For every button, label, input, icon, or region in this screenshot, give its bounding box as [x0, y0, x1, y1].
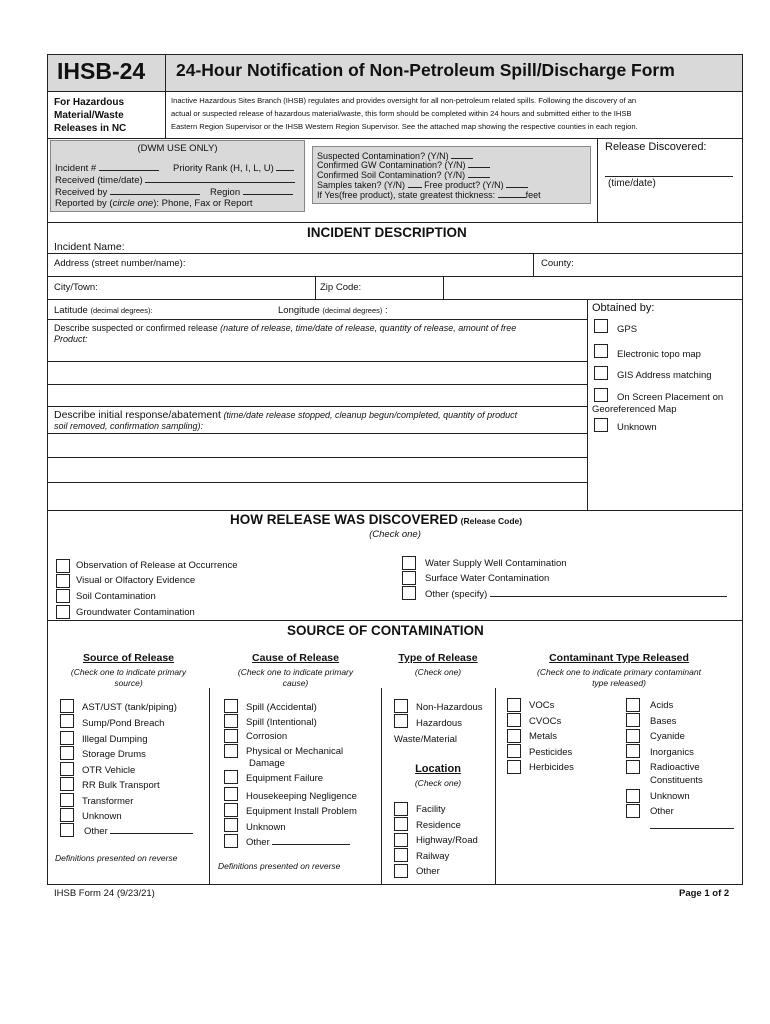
unknown-location-checkbox[interactable]: [594, 418, 608, 432]
sump-pond-checkbox[interactable]: [60, 714, 74, 728]
unknown-location-label: Unknown: [617, 422, 657, 433]
pesticides-checkbox[interactable]: [507, 744, 521, 758]
contaminant-unknown-label: Unknown: [650, 791, 690, 802]
form-title: 24-Hour Notification of Non-Petroleum Spill/Discharge Form: [176, 60, 675, 80]
radioactive-label: Radioactive: [650, 762, 700, 773]
physical-damage-label-2: Damage: [249, 758, 285, 769]
region-field[interactable]: Region: [210, 187, 293, 198]
reported-by-field[interactable]: Reported by (circle one): Phone, Fax or Report: [55, 198, 253, 209]
highway-label: Highway/Road: [416, 835, 478, 846]
cyanide-label: Cyanide: [650, 731, 685, 742]
soil-contamination-label: Soil Contamination: [76, 591, 156, 602]
incident-heading: INCIDENT DESCRIPTION: [307, 225, 467, 240]
ast-ust-checkbox[interactable]: [60, 699, 74, 713]
location-title: Location: [415, 763, 461, 775]
cause-other-checkbox[interactable]: [224, 834, 238, 848]
discovered-check-one: (Check one): [369, 529, 421, 540]
intro-line-1: Inactive Hazardous Sites Branch (IHSB) regulates and provides oversight for all non-petroleum related spills. Following the discovery of an: [171, 96, 637, 105]
incident-number-field[interactable]: Incident #: [55, 163, 159, 174]
railway-checkbox[interactable]: [394, 848, 408, 862]
other-discovery-checkbox[interactable]: [402, 586, 416, 600]
release-discovered-time-date: (time/date): [608, 178, 656, 189]
equipment-failure-checkbox[interactable]: [224, 770, 238, 784]
railway-label: Railway: [416, 851, 450, 862]
herbicides-label: Herbicides: [529, 762, 574, 773]
vocs-label: VOCs: [529, 700, 555, 711]
location-note: (Check one): [414, 778, 462, 788]
equipment-install-label: Equipment Install Problem: [246, 806, 357, 817]
metals-label: Metals: [529, 731, 557, 742]
metals-checkbox[interactable]: [507, 729, 521, 743]
contaminant-type-title: Contaminant Type Released: [549, 652, 689, 664]
spill-intentional-label: Spill (Intentional): [246, 717, 317, 728]
form-id: IHSB-24: [57, 58, 146, 84]
physical-damage-label: Physical or Mechanical: [246, 746, 344, 757]
cause-note-1: (Check one to indicate primary: [237, 667, 354, 677]
latitude-field[interactable]: Latitude (decimal degrees):: [54, 305, 153, 316]
onscreen-placement-label: On Screen Placement on: [617, 392, 724, 403]
spill-accidental-checkbox[interactable]: [224, 699, 238, 713]
rr-bulk-checkbox[interactable]: [60, 777, 74, 791]
contaminant-note-2: type released): [592, 678, 646, 688]
spill-accidental-label: Spill (Accidental): [246, 702, 317, 713]
highway-checkbox[interactable]: [394, 833, 408, 847]
location-other-label: Other: [416, 866, 440, 877]
source-other-checkbox[interactable]: [60, 823, 74, 837]
cause-unknown-checkbox[interactable]: [224, 818, 238, 832]
waste-material-label: Waste/Material: [394, 734, 457, 745]
transformer-checkbox[interactable]: [60, 793, 74, 807]
facility-checkbox[interactable]: [394, 802, 408, 816]
topo-map-checkbox[interactable]: [594, 344, 608, 358]
address-field[interactable]: Address (street number/name):: [54, 258, 186, 269]
surface-water-checkbox[interactable]: [402, 571, 416, 585]
residence-label: Residence: [416, 820, 461, 831]
cvocs-checkbox[interactable]: [507, 713, 521, 727]
cause-other-field[interactable]: Other: [246, 837, 350, 848]
discovered-heading: HOW RELEASE WAS DISCOVERED (Release Code): [230, 512, 523, 527]
source-unknown-label: Unknown: [82, 811, 122, 822]
county-field[interactable]: County:: [541, 258, 574, 269]
longitude-field[interactable]: Longitude (decimal degrees) :: [278, 305, 388, 316]
non-hazardous-label: Non-Hazardous: [416, 702, 483, 713]
rr-bulk-label: RR Bulk Transport: [82, 780, 160, 791]
bases-label: Bases: [650, 716, 677, 727]
confirmed-gw[interactable]: Confirmed GW Contamination? (Y/N): [317, 160, 490, 170]
incident-name-field[interactable]: Incident Name:: [54, 241, 125, 253]
inorganics-label: Inorganics: [650, 747, 694, 758]
samples-taken[interactable]: Samples taken? (Y/N) Free product? (Y/N): [317, 180, 528, 190]
storage-drums-checkbox[interactable]: [60, 746, 74, 760]
herbicides-checkbox[interactable]: [507, 760, 521, 774]
release-discovered-line[interactable]: [605, 176, 733, 177]
describe-response-label: Describe initial response/abatement (time/date release stopped, cleanup begun/completed, quantity of product: [54, 409, 518, 421]
residence-checkbox[interactable]: [394, 817, 408, 831]
illegal-dumping-label: Illegal Dumping: [82, 734, 148, 745]
groundwater-checkbox[interactable]: [56, 605, 70, 619]
vocs-checkbox[interactable]: [507, 698, 521, 712]
cause-note-2: cause): [282, 678, 309, 688]
pesticides-label: Pesticides: [529, 747, 573, 758]
zip-code-field[interactable]: Zip Code:: [320, 282, 362, 293]
inorganics-checkbox[interactable]: [626, 744, 640, 758]
equipment-install-checkbox[interactable]: [224, 803, 238, 817]
gps-label: GPS: [617, 324, 638, 335]
bases-checkbox[interactable]: [626, 713, 640, 727]
physical-damage-checkbox[interactable]: [224, 744, 238, 758]
cyanide-checkbox[interactable]: [626, 729, 640, 743]
soil-contamination-checkbox[interactable]: [56, 589, 70, 603]
observation-checkbox[interactable]: [56, 559, 70, 573]
contaminant-unknown-checkbox[interactable]: [626, 789, 640, 803]
obtained-by-label: Obtained by:: [592, 302, 655, 314]
subtitle-line-1: For Hazardous: [54, 97, 125, 108]
non-hazardous-checkbox[interactable]: [394, 699, 408, 713]
acids-label: Acids: [650, 700, 674, 711]
corrosion-label: Corrosion: [246, 731, 288, 742]
free-product-thickness[interactable]: If Yes(free product), state greatest thickness: feet: [317, 190, 541, 200]
type-note: (Check one): [414, 667, 462, 677]
storage-drums-label: Storage Drums: [82, 749, 146, 760]
gps-checkbox[interactable]: [594, 319, 608, 333]
housekeeping-label: Housekeeping Negligence: [246, 791, 357, 802]
groundwater-label: Groundwater Contamination: [76, 607, 195, 618]
form-version: IHSB Form 24 (9/23/21): [54, 888, 155, 899]
observation-label: Observation of Release at Occurrence: [76, 560, 238, 571]
housekeeping-checkbox[interactable]: [224, 787, 238, 801]
intro-line-2: actual or suspected release of hazardous material/waste, this form should be completed within 24 hours and submitted either to the IHSB: [171, 109, 632, 118]
visual-olfactory-checkbox[interactable]: [56, 574, 70, 588]
topo-map-label: Electronic topo map: [617, 349, 701, 360]
describe-response-label-2: soil removed, confirmation sampling):: [54, 421, 204, 431]
received-time-field[interactable]: Received (time/date): [55, 175, 295, 186]
source-other-field[interactable]: Other: [84, 826, 193, 837]
cause-of-release-title: Cause of Release: [252, 652, 339, 664]
contaminant-other-label: Other: [650, 806, 674, 817]
radioactive-label-2: Constituents: [650, 775, 703, 786]
water-supply-label: Water Supply Well Contamination: [425, 558, 567, 569]
otr-vehicle-label: OTR Vehicle: [82, 765, 136, 776]
source-note-1: (Check one to indicate primary: [70, 667, 187, 677]
source-of-release-title: Source of Release: [82, 652, 175, 664]
cause-footer: Definitions presented on reverse: [218, 861, 341, 871]
source-note-2: source): [114, 678, 143, 688]
release-discovered-label: Release Discovered:: [605, 141, 707, 153]
hazardous-checkbox[interactable]: [394, 714, 408, 728]
corrosion-checkbox[interactable]: [224, 729, 238, 743]
subtitle-line-2: Material/Waste: [54, 110, 124, 121]
acids-checkbox[interactable]: [626, 698, 640, 712]
transformer-label: Transformer: [82, 796, 134, 807]
hazardous-label: Hazardous: [416, 718, 462, 729]
georeferenced-map-label: Georeferenced Map: [592, 404, 677, 415]
gis-address-label: GIS Address matching: [617, 370, 712, 381]
received-by-field[interactable]: Received by: [55, 187, 200, 198]
describe-release-label-2: Product:: [54, 334, 88, 344]
onscreen-placement-checkbox[interactable]: [594, 388, 608, 402]
cvocs-label: CVOCs: [529, 716, 562, 727]
subtitle-line-3: Releases in NC: [54, 123, 127, 134]
priority-rank-field[interactable]: Priority Rank (H, I, L, U): [173, 163, 294, 174]
suspected-contamination[interactable]: Suspected Contamination? (Y/N): [317, 151, 473, 161]
source-unknown-checkbox[interactable]: [60, 808, 74, 822]
source-footer: Definitions presented on reverse: [55, 853, 178, 863]
facility-label: Facility: [416, 804, 446, 815]
illegal-dumping-checkbox[interactable]: [60, 731, 74, 745]
water-supply-checkbox[interactable]: [402, 556, 416, 570]
source-heading: SOURCE OF CONTAMINATION: [287, 623, 484, 638]
equipment-failure-label: Equipment Failure: [246, 773, 324, 784]
location-other-checkbox[interactable]: [394, 864, 408, 878]
surface-water-label: Surface Water Contamination: [425, 573, 550, 584]
sump-pond-label: Sump/Pond Breach: [82, 718, 165, 729]
ast-ust-label: AST/UST (tank/piping): [82, 702, 177, 713]
describe-release-label: Describe suspected or confirmed release (nature of release, time/date of release, quantity of release, amount of free: [54, 323, 517, 333]
city-field[interactable]: City/Town:: [54, 282, 98, 293]
contaminant-note-1: (Check one to indicate primary contaminant: [537, 667, 701, 677]
otr-vehicle-checkbox[interactable]: [60, 762, 74, 776]
confirmed-soil[interactable]: Confirmed Soil Contamination? (Y/N): [317, 170, 490, 180]
other-discovery-field[interactable]: Other (specify): [425, 589, 727, 600]
visual-olfactory-label: Visual or Olfactory Evidence: [76, 575, 196, 586]
intro-line-3: Eastern Region Supervisor or the IHSB Western Region Supervisor. See the attached map showing the respective counties in each region.: [171, 122, 638, 131]
dwm-heading: (DWM USE ONLY): [137, 143, 218, 154]
cause-unknown-label: Unknown: [246, 822, 286, 833]
contaminant-other-checkbox[interactable]: [626, 804, 640, 818]
page-number: Page 1 of 2: [679, 888, 730, 899]
gis-address-checkbox[interactable]: [594, 366, 608, 380]
radioactive-checkbox[interactable]: [626, 760, 640, 774]
type-of-release-title: Type of Release: [398, 652, 478, 664]
spill-intentional-checkbox[interactable]: [224, 714, 238, 728]
contaminant-other-line[interactable]: [650, 828, 734, 829]
